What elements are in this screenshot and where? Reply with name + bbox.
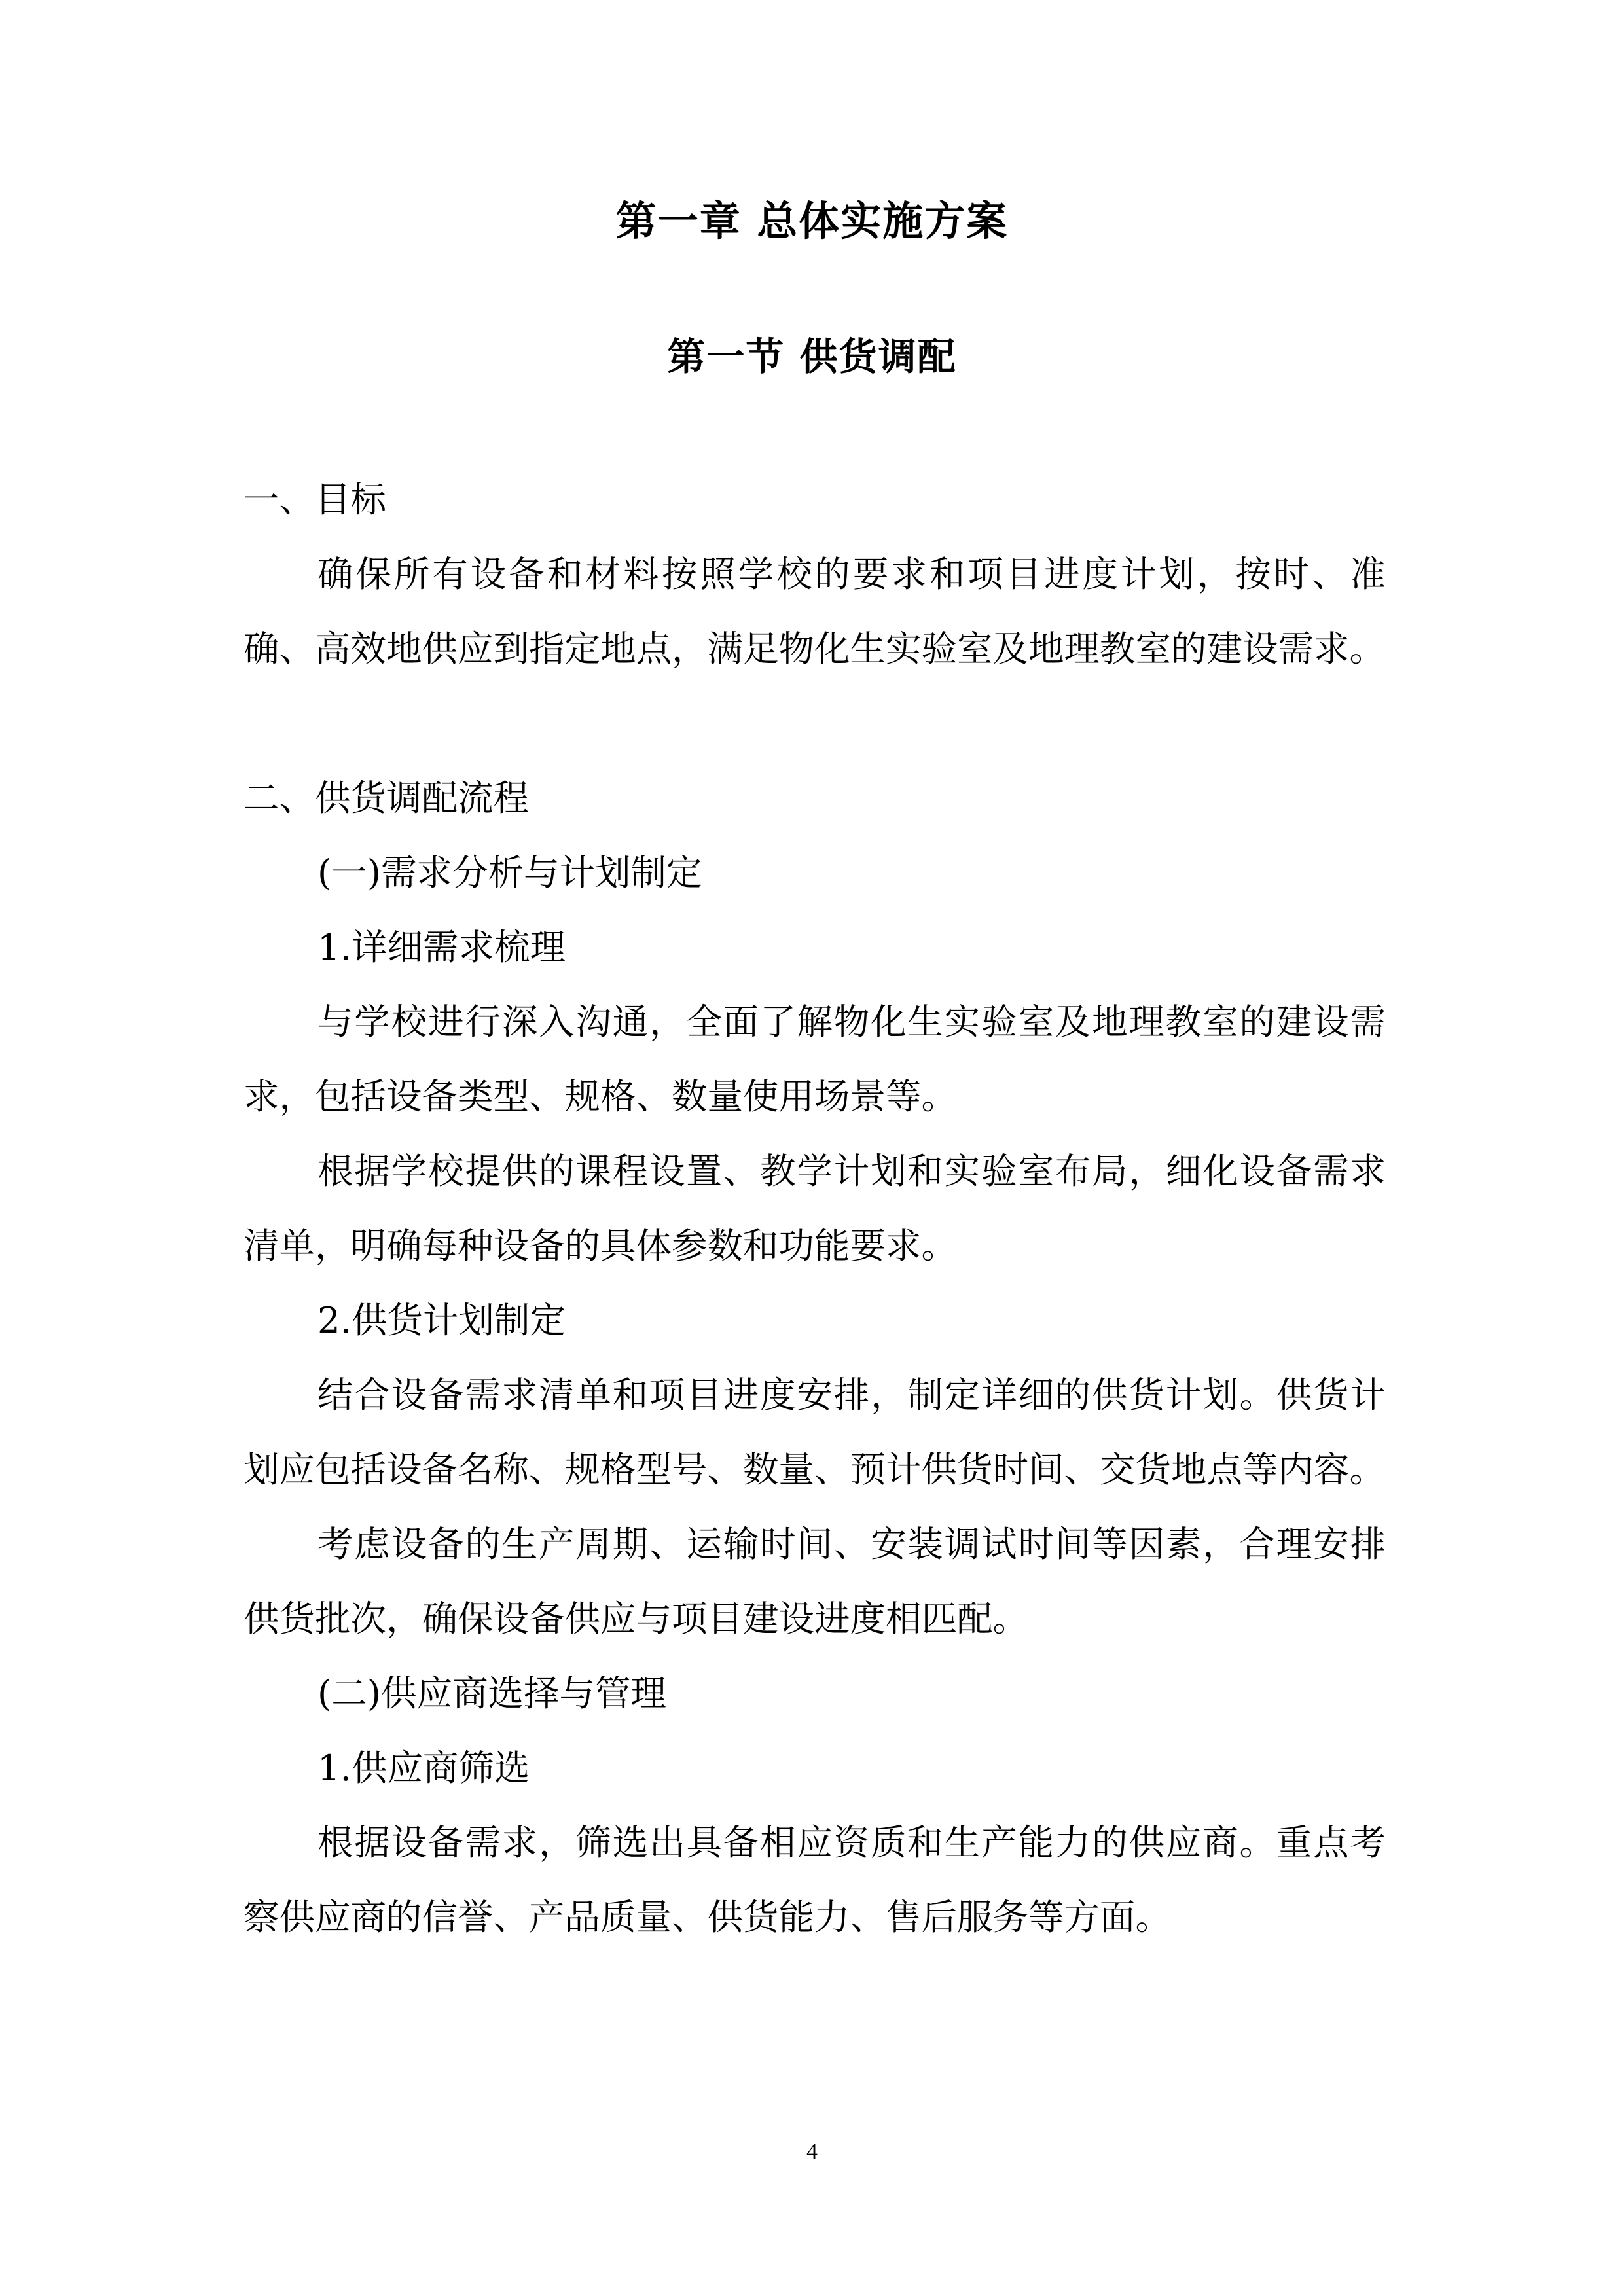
page-number: 4 xyxy=(806,2140,818,2164)
document-body xyxy=(244,462,1386,1954)
subheading-supplier-management: (二)供应商选择与管理 xyxy=(317,1672,667,1714)
paragraph-supply-plan: 结合设备需求清单和项目进度安排，制定详细的供货计划。供货计划应包括设备名称、规格型号、数量、预计供货时间、交货地点等内容。 xyxy=(244,1374,1386,1490)
chapter-title: 第一章 总体实施方案 xyxy=(615,197,1009,245)
item-supply-plan: 2.供货计划制定 xyxy=(317,1299,566,1341)
paragraph-goal: 确保所有设备和材料按照学校的要求和项目进度计划，按时、准确、高效地供应到指定地点，满足物化生实验室及地理教室的建设需求。 xyxy=(244,553,1386,670)
paragraph-communication: 与学校进行深入沟通，全面了解物化生实验室及地理教室的建设需求，包括设备类型、规格、数量使用场景等。 xyxy=(244,1001,1386,1117)
paragraph-demand-list: 根据学校提供的课程设置、教学计划和实验室布局，细化设备需求清单，明确每种设备的具体参数和功能要求。 xyxy=(244,1150,1386,1266)
paragraph-batch-schedule: 考虑设备的生产周期、运输时间、安装调试时间等因素，合理安排供货批次，确保设备供应与项目建设进度相匹配。 xyxy=(244,1523,1386,1640)
heading-supply-process: 二、供货调配流程 xyxy=(244,777,530,819)
item-supplier-screening: 1.供应商筛选 xyxy=(317,1747,530,1789)
heading-goal: 一、目标 xyxy=(244,478,387,520)
section-title: 第一节 供货调配 xyxy=(667,334,957,379)
item-detailed-demand: 1.详细需求梳理 xyxy=(317,926,566,968)
subheading-demand-analysis: (一)需求分析与计划制定 xyxy=(317,852,702,893)
paragraph-supplier-screening: 根据设备需求，筛选出具备相应资质和生产能力的供应商。重点考察供应商的信誉、产品质量、供货能力、售后服务等方面。 xyxy=(244,1821,1386,1938)
